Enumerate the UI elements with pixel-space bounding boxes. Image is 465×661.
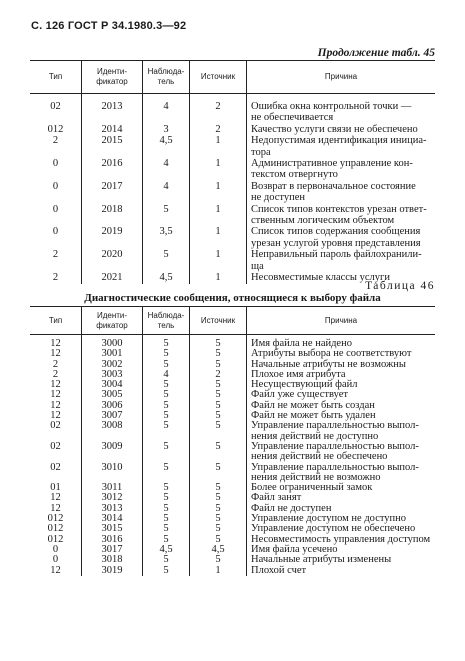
cell-source: 5 bbox=[190, 339, 247, 349]
cell-source: 5 bbox=[190, 535, 247, 545]
table-row bbox=[30, 380, 435, 390]
cell-reason: Управление доступом не доступно bbox=[251, 513, 407, 525]
cell-identifier: 3006 bbox=[82, 401, 143, 411]
table-row-continuation bbox=[30, 261, 435, 272]
cell-source: 1 bbox=[190, 226, 247, 237]
cell-observer: 4,5 bbox=[143, 135, 190, 146]
cell-source: 5 bbox=[190, 493, 247, 503]
cell-observer bbox=[143, 215, 190, 226]
cell-type: 2 bbox=[30, 135, 82, 146]
spacer-cell bbox=[247, 94, 436, 102]
cell-identifier: 3001 bbox=[82, 349, 143, 359]
cell-source: 1 bbox=[190, 566, 247, 576]
table-row bbox=[30, 158, 435, 169]
cell-identifier: 2014 bbox=[82, 124, 143, 135]
cell-identifier: 3017 bbox=[82, 545, 143, 555]
table-45 bbox=[30, 60, 435, 284]
cell-identifier: 3016 bbox=[82, 535, 143, 545]
cell-observer: 5 bbox=[143, 524, 190, 534]
cell-type bbox=[30, 112, 82, 123]
col-header-reason: Причина bbox=[247, 61, 436, 94]
cell-type: 02 bbox=[30, 101, 82, 112]
spacer-cell bbox=[190, 94, 247, 102]
cell-reason: Несуществующий файл bbox=[251, 379, 358, 391]
cell-identifier: 2018 bbox=[82, 204, 143, 215]
cell-type: 12 bbox=[30, 401, 82, 411]
cell-type: 12 bbox=[30, 566, 82, 576]
cell-type: 12 bbox=[30, 411, 82, 421]
cell-type: 01 bbox=[30, 483, 82, 493]
page-header: С. 126 ГОСТ Р 34.1980.3—92 bbox=[31, 20, 187, 32]
cell-identifier bbox=[82, 192, 143, 203]
table-row bbox=[30, 535, 435, 545]
cell-identifier bbox=[82, 215, 143, 226]
cell-reason: Файл не может быть создан bbox=[251, 399, 375, 411]
cell-observer: 5 bbox=[143, 411, 190, 421]
cell-observer: 5 bbox=[143, 566, 190, 576]
cell-type bbox=[30, 261, 82, 272]
cell-reason: Ошибка окна контрольной точки — bbox=[251, 101, 412, 112]
cell-reason: не доступен bbox=[251, 192, 306, 204]
cell-observer: 5 bbox=[143, 421, 190, 431]
cell-identifier: 2020 bbox=[82, 249, 143, 260]
table-row bbox=[30, 493, 435, 503]
cell-type: 12 bbox=[30, 380, 82, 390]
cell-source: 5 bbox=[190, 504, 247, 514]
cell-type: 0 bbox=[30, 555, 82, 565]
continuation-label: Продолжение табл. 45 bbox=[317, 47, 435, 59]
cell-identifier bbox=[82, 147, 143, 158]
cell-reason: Управление доступом не обеспечено bbox=[251, 523, 416, 535]
cell-source bbox=[190, 112, 247, 123]
cell-reason: Файл не доступен bbox=[251, 502, 332, 514]
cell-source bbox=[190, 261, 247, 272]
cell-reason: Файл не может быть удален bbox=[251, 410, 376, 422]
cell-reason: не обеспечивается bbox=[251, 112, 334, 124]
cell-type: 02 bbox=[30, 442, 82, 452]
cell-observer: 5 bbox=[143, 555, 190, 565]
cell-identifier: 2015 bbox=[82, 135, 143, 146]
cell-reason: Плохой счет bbox=[251, 564, 307, 576]
cell-type: 0 bbox=[30, 226, 82, 237]
table-row bbox=[30, 124, 435, 135]
col-header-observer: Наблюда-тель bbox=[143, 61, 190, 94]
cell-source: 1 bbox=[190, 158, 247, 169]
cell-observer: 5 bbox=[143, 514, 190, 524]
cell-type: 012 bbox=[30, 535, 82, 545]
table-row bbox=[30, 135, 435, 146]
cell-reason: Качество услуги связи не обеспечено bbox=[251, 123, 418, 135]
col-header-id: Иденти-фикатор bbox=[82, 61, 143, 94]
cell-source: 5 bbox=[190, 514, 247, 524]
cell-identifier: 3009 bbox=[82, 442, 143, 452]
cell-identifier: 3018 bbox=[82, 555, 143, 565]
col-header-type: Тип bbox=[30, 307, 82, 335]
table-row-continuation bbox=[30, 147, 435, 158]
table-row-continuation bbox=[30, 192, 435, 203]
table-row-continuation bbox=[30, 112, 435, 123]
table-row-continuation bbox=[30, 473, 435, 483]
cell-type bbox=[30, 147, 82, 158]
cell-identifier: 3019 bbox=[82, 566, 143, 576]
cell-source: 5 bbox=[190, 483, 247, 493]
cell-observer: 4 bbox=[143, 181, 190, 192]
cell-reason: Более ограниченный замок bbox=[251, 482, 373, 494]
cell-identifier: 3002 bbox=[82, 360, 143, 370]
cell-observer: 5 bbox=[143, 483, 190, 493]
cell-observer: 4,5 bbox=[143, 545, 190, 555]
cell-source bbox=[190, 147, 247, 158]
cell-observer bbox=[143, 192, 190, 203]
cell-source: 5 bbox=[190, 442, 247, 452]
cell-reason: Плохое имя атрибута bbox=[251, 368, 346, 380]
table-header-row bbox=[30, 307, 435, 335]
table-46-title: Диагностические сообщения, относящиеся к выбору файла bbox=[84, 292, 381, 304]
cell-identifier: 3003 bbox=[82, 370, 143, 380]
cell-reason: ща bbox=[251, 260, 264, 272]
cell-type: 02 bbox=[30, 421, 82, 431]
cell-source: 2 bbox=[190, 370, 247, 380]
cell-identifier: 3000 bbox=[82, 339, 143, 349]
cell-reason: Список типов содержания сообщения bbox=[251, 226, 421, 238]
table-row bbox=[30, 101, 435, 112]
cell-reason: Файл уже существует bbox=[251, 389, 348, 401]
cell-identifier: 3007 bbox=[82, 411, 143, 421]
cell-type: 02 bbox=[30, 463, 82, 473]
spacer-cell bbox=[30, 94, 82, 102]
cell-source bbox=[190, 169, 247, 180]
cell-type: 012 bbox=[30, 524, 82, 534]
cell-observer bbox=[143, 169, 190, 180]
cell-source: 1 bbox=[190, 135, 247, 146]
cell-source: 5 bbox=[190, 380, 247, 390]
cell-type: 0 bbox=[30, 204, 82, 215]
cell-source bbox=[190, 215, 247, 226]
cell-type bbox=[30, 192, 82, 203]
table-row-continuation bbox=[30, 238, 435, 249]
table-46 bbox=[30, 306, 435, 576]
col-header-source: Источник bbox=[190, 307, 247, 335]
cell-reason: ственным логическим объектом bbox=[251, 215, 395, 227]
cell-source: 5 bbox=[190, 390, 247, 400]
cell-source: 1 bbox=[190, 204, 247, 215]
cell-reason: Список типов контекстов урезан ответ- bbox=[251, 203, 427, 215]
cell-observer: 5 bbox=[143, 380, 190, 390]
cell-type: 2 bbox=[30, 360, 82, 370]
table-row bbox=[30, 555, 435, 565]
cell-observer bbox=[143, 112, 190, 123]
cell-source: 5 bbox=[190, 463, 247, 473]
cell-source: 5 bbox=[190, 349, 247, 359]
spacer-cell bbox=[143, 94, 190, 102]
table-row bbox=[30, 370, 435, 380]
table-46-caption: Таблица 46 bbox=[365, 280, 435, 292]
cell-type: 12 bbox=[30, 504, 82, 514]
cell-type: 012 bbox=[30, 514, 82, 524]
cell-observer: 4 bbox=[143, 158, 190, 169]
cell-observer: 5 bbox=[143, 401, 190, 411]
cell-observer: 5 bbox=[143, 442, 190, 452]
cell-reason: тора bbox=[251, 146, 271, 158]
cell-reason: Имя файла не найдено bbox=[251, 338, 352, 349]
cell-identifier: 3004 bbox=[82, 380, 143, 390]
cell-reason: Управление параллельностью выпол- bbox=[251, 420, 419, 432]
cell-type: 2 bbox=[30, 272, 82, 283]
table-row bbox=[30, 226, 435, 237]
cell-identifier: 3014 bbox=[82, 514, 143, 524]
cell-type: 012 bbox=[30, 124, 82, 135]
cell-observer bbox=[143, 238, 190, 249]
cell-source: 1 bbox=[190, 272, 247, 283]
cell-type: 0 bbox=[30, 181, 82, 192]
cell-identifier: 3012 bbox=[82, 493, 143, 503]
cell-reason: Несовместимость управления доступом bbox=[251, 533, 431, 545]
cell-reason: Файл занят bbox=[251, 492, 302, 504]
cell-reason: нения действий не обеспечено bbox=[251, 451, 388, 463]
col-header-source: Источник bbox=[190, 61, 247, 94]
cell-reason: Административное управление кон- bbox=[251, 158, 413, 170]
table-row-continuation bbox=[30, 169, 435, 180]
table-row-continuation bbox=[30, 215, 435, 226]
cell-source: 2 bbox=[190, 101, 247, 112]
cell-source: 4,5 bbox=[190, 545, 247, 555]
cell-source: 5 bbox=[190, 524, 247, 534]
cell-observer: 5 bbox=[143, 493, 190, 503]
cell-observer: 5 bbox=[143, 349, 190, 359]
cell-reason: нения действий не доступно bbox=[251, 430, 379, 442]
cell-reason: Неправильный пароль файлохранили- bbox=[251, 249, 422, 261]
cell-identifier: 3013 bbox=[82, 504, 143, 514]
cell-source: 2 bbox=[190, 124, 247, 135]
cell-identifier: 2019 bbox=[82, 226, 143, 237]
cell-observer: 5 bbox=[143, 390, 190, 400]
cell-reason: нения действий не возможно bbox=[251, 471, 381, 483]
cell-identifier: 2017 bbox=[82, 181, 143, 192]
cell-identifier: 2016 bbox=[82, 158, 143, 169]
cell-type: 12 bbox=[30, 339, 82, 349]
cell-observer: 5 bbox=[143, 535, 190, 545]
cell-reason: текстом отвергнуто bbox=[251, 169, 338, 181]
cell-identifier: 3015 bbox=[82, 524, 143, 534]
cell-reason: урезан услугой уровня представления bbox=[251, 237, 421, 249]
cell-identifier bbox=[82, 112, 143, 123]
cell-observer: 5 bbox=[143, 249, 190, 260]
cell-observer: 5 bbox=[143, 504, 190, 514]
cell-type: 2 bbox=[30, 370, 82, 380]
cell-identifier: 2021 bbox=[82, 272, 143, 283]
cell-type bbox=[30, 169, 82, 180]
table-row bbox=[30, 360, 435, 370]
cell-source: 5 bbox=[190, 421, 247, 431]
spacer-row bbox=[30, 94, 435, 102]
cell-observer: 3,5 bbox=[143, 226, 190, 237]
cell-source bbox=[190, 192, 247, 203]
table-46-body bbox=[30, 335, 435, 576]
cell-observer: 3 bbox=[143, 124, 190, 135]
table-row bbox=[30, 181, 435, 192]
col-header-observer: Наблюда-тель bbox=[143, 307, 190, 335]
cell-type bbox=[30, 238, 82, 249]
cell-observer: 5 bbox=[143, 339, 190, 349]
cell-observer: 5 bbox=[143, 463, 190, 473]
cell-type: 0 bbox=[30, 158, 82, 169]
col-header-reason: Причина bbox=[247, 307, 436, 335]
cell-identifier: 3010 bbox=[82, 463, 143, 473]
cell-type: 0 bbox=[30, 545, 82, 555]
cell-observer: 4,5 bbox=[143, 272, 190, 283]
cell-observer bbox=[143, 261, 190, 272]
cell-type: 12 bbox=[30, 349, 82, 359]
cell-reason: Управление параллельностью выпол- bbox=[251, 440, 419, 452]
cell-reason: Управление параллельностью выпол- bbox=[251, 461, 419, 473]
spacer-cell bbox=[82, 94, 143, 102]
cell-type: 12 bbox=[30, 493, 82, 503]
cell-reason: Несовместимые классы услуги bbox=[251, 272, 390, 284]
cell-identifier: 3008 bbox=[82, 421, 143, 431]
table-row bbox=[30, 483, 435, 493]
cell-type: 2 bbox=[30, 249, 82, 260]
cell-source bbox=[190, 238, 247, 249]
cell-source: 5 bbox=[190, 411, 247, 421]
cell-reason: Атрибуты выбора не соответствуют bbox=[251, 348, 412, 360]
col-header-type: Тип bbox=[30, 61, 82, 94]
cell-reason: Возврат в первоначальное состояние bbox=[251, 180, 416, 192]
table-row bbox=[30, 249, 435, 260]
cell-source: 5 bbox=[190, 360, 247, 370]
cell-identifier: 3011 bbox=[82, 483, 143, 493]
cell-reason: Начальные атрибуты изменены bbox=[251, 554, 392, 566]
table-45-body bbox=[30, 94, 435, 284]
cell-type bbox=[30, 215, 82, 226]
cell-type: 12 bbox=[30, 390, 82, 400]
table-row bbox=[30, 204, 435, 215]
cell-observer bbox=[143, 147, 190, 158]
cell-observer: 4 bbox=[143, 370, 190, 380]
cell-source: 1 bbox=[190, 249, 247, 260]
cell-source: 1 bbox=[190, 181, 247, 192]
cell-source: 5 bbox=[190, 555, 247, 565]
col-header-id: Иденти-фикатор bbox=[82, 307, 143, 335]
cell-reason: Начальные атрибуты не возможны bbox=[251, 358, 406, 370]
table-row bbox=[30, 566, 435, 576]
cell-reason: Недопустимая идентификация инициа- bbox=[251, 135, 427, 147]
table-header-row bbox=[30, 61, 435, 94]
cell-observer: 5 bbox=[143, 204, 190, 215]
cell-reason: Имя файла усечено bbox=[251, 543, 338, 555]
cell-source: 5 bbox=[190, 401, 247, 411]
cell-identifier: 3005 bbox=[82, 390, 143, 400]
cell-identifier bbox=[82, 238, 143, 249]
cell-identifier bbox=[82, 261, 143, 272]
cell-observer: 4 bbox=[143, 101, 190, 112]
cell-observer: 5 bbox=[143, 360, 190, 370]
cell-identifier bbox=[82, 169, 143, 180]
cell-identifier: 2013 bbox=[82, 101, 143, 112]
